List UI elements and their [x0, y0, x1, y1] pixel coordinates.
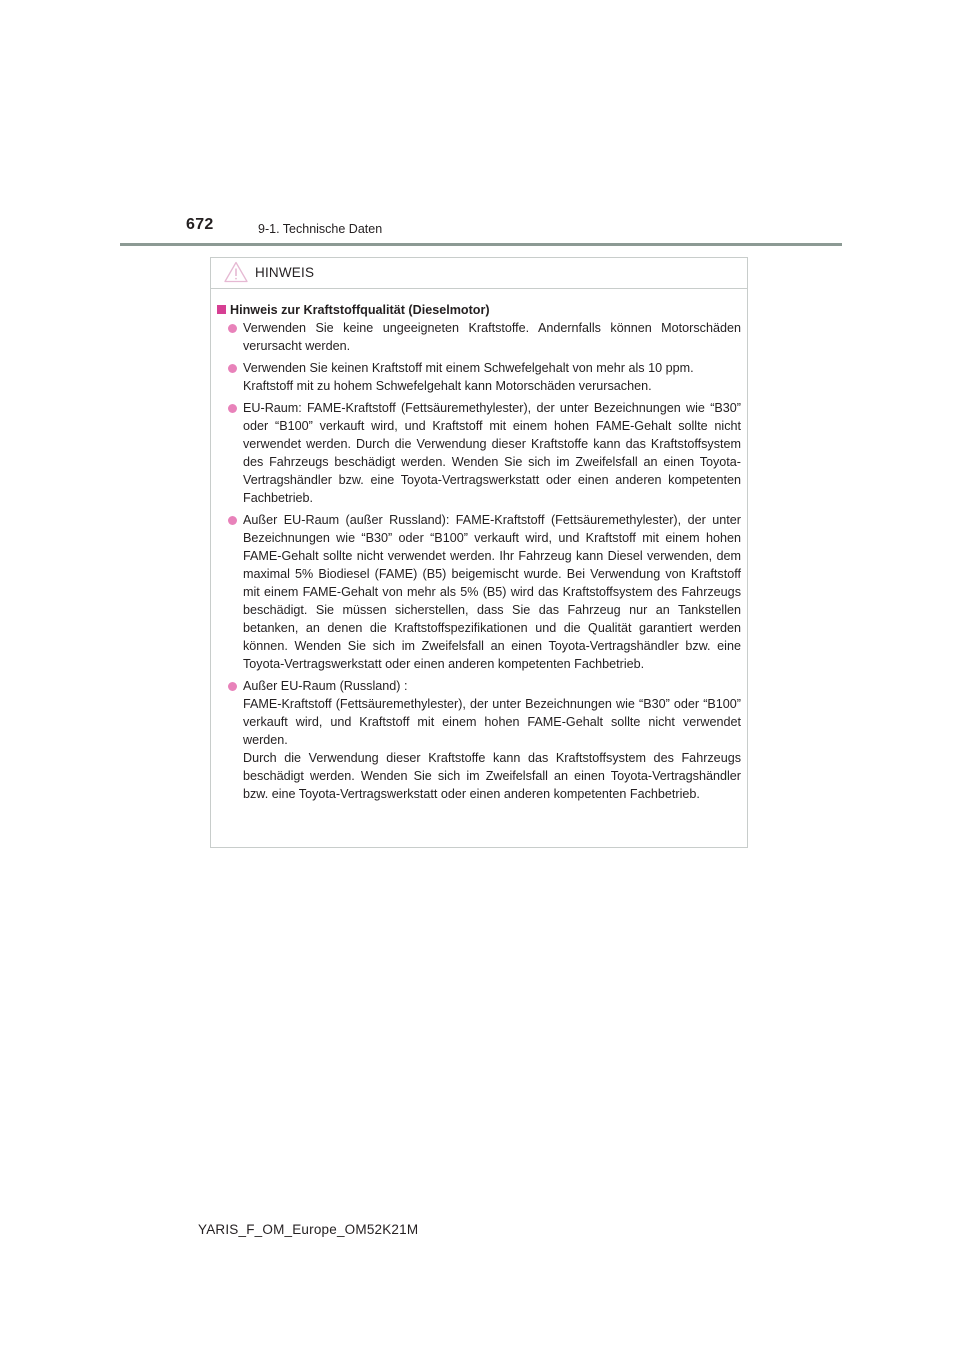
list-item-text: Verwenden Sie keinen Kraftstoff mit einem Schwefelgehalt von mehr als 10 ppm. Kraftstoff mit zu hohem Schwefelgehalt kann Motorschäden verursachen.: [243, 361, 694, 393]
header-divider: [120, 243, 842, 246]
notice-body: [211, 289, 747, 803]
page-number: 672: [186, 216, 214, 233]
list-item-text: Außer EU-Raum (Russland) : FAME-Kraftstoff (Fettsäuremethylester), der unter Bezeichnungen wie “B30” oder “B100” verkauft wird, und Kraftstoff mit einem hohen FAME-Gehalt sollte nicht verwendet werden. Durch die Verwendung dieser Kraftstoffe kann das Kraftstoffsystem des Fahrzeugs beschädigt werden. Wenden Sie sich im Zweifelsfall an einen Toyota-Vertragshändler bzw. eine Toyota-Vertragswerkstatt oder einen anderen kompetenten Fachbetrieb.: [243, 679, 741, 801]
circle-bullet-icon: [228, 364, 237, 373]
notice-header: [211, 258, 747, 289]
notice-title: HINWEIS: [255, 265, 315, 280]
subsection-heading: [217, 301, 741, 319]
subsection-title: Hinweis zur Kraftstoffqualität (Dieselmotor): [230, 303, 490, 317]
circle-bullet-icon: [228, 516, 237, 525]
list-item-text: Verwenden Sie keine ungeeigneten Kraftstoffe. Andernfalls können Motorschäden verursacht werden.: [243, 321, 741, 353]
section-title: 9-1. Technische Daten: [258, 222, 383, 236]
document-code: YARIS_F_OM_Europe_OM52K21M: [198, 1222, 419, 1237]
notice-item-list: [217, 319, 741, 803]
list-item-text: Außer EU-Raum (außer Russland): FAME-Kraftstoff (Fettsäuremethylester), der unter Bezeichnungen wie “B30” oder “B100” verkauft wird, und Kraftstoff mit einem hohen FAME-Gehalt sollte nicht verwendet werden. Ihr Fahrzeug kann Diesel verwenden, dem maximal 5% Biodiesel (FAME) (B5) beigemischt wurde. Bei Verwendung von Kraftstoff mit einem FAME-Gehalt von mehr als 5% (B5) wird das Kraftstoffsystem des Fahrzeugs beschädigt. Sie müssen sicherstellen, dass Sie das Fahrzeug nur an Tankstellen betanken, an denen die Kraftstoffspezifikationen und die Qualität garantiert werden können. Wenden Sie sich im Zweifelsfall an einen Toyota-Vertragshändler bzw. eine Toyota-Vertragswerkstatt oder einen anderen kompetenten Fachbetrieb.: [243, 513, 741, 671]
circle-bullet-icon: [228, 682, 237, 691]
warning-triangle-icon: [224, 261, 248, 283]
list-item: [217, 511, 741, 673]
list-item: [217, 677, 741, 803]
list-item-text: EU-Raum: FAME-Kraftstoff (Fettsäuremethylester), der unter Bezeichnungen wie “B30” oder “B100” verkauft wird, und Kraftstoff mit einem hohen FAME-Gehalt sollte nicht verwendet werden. Durch die Verwendung dieser Kraftstoffe kann das Kraftstoffsystem des Fahrzeugs beschädigt werden. Wenden Sie sich im Zweifelsfall an einen Toyota-Vertragshändler bzw. eine Toyota-Vertragswerkstatt oder einen anderen kompetenten Fachbetrieb.: [243, 401, 741, 505]
list-item: [217, 359, 741, 395]
list-item: [217, 319, 741, 355]
notice-box: [210, 257, 748, 848]
list-item: [217, 399, 741, 507]
circle-bullet-icon: [228, 324, 237, 333]
square-bullet-icon: [217, 305, 226, 314]
circle-bullet-icon: [228, 404, 237, 413]
